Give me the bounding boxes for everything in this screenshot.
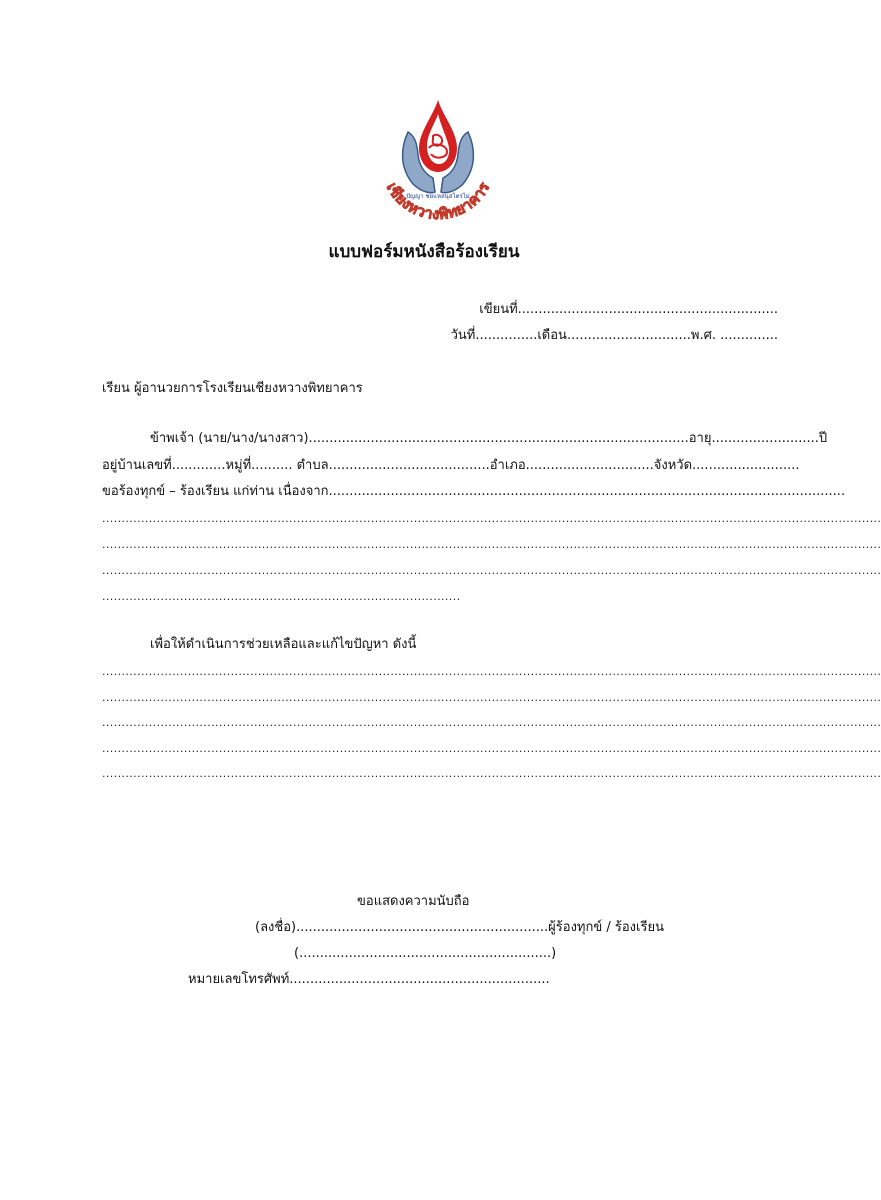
page-title: แบบฟอร์มหนังสือร้องเรียน (328, 242, 520, 262)
reason-blank-line[interactable]: ............................................................................................ (102, 590, 461, 603)
phone-field[interactable]: หมายเลขโทรศัพท์............................................................... (188, 972, 550, 987)
request-blank-line[interactable]: ........................................................................................................................................................................................................ (102, 716, 881, 729)
request-blank-line[interactable]: ........................................................................................................................................................................................................ (102, 691, 881, 704)
reason-blank-line[interactable]: ........................................................................................................................................................................................................ (102, 538, 881, 551)
school-emblem-icon (381, 100, 495, 223)
applicant-name-field[interactable]: ข้าพเจ้า (นาย/นาง/นางสาว)............................................................................................อายุ..........................ปี (150, 431, 828, 446)
logo-motto: ปัญญา ชยแหลนุสโตรไม่ (406, 193, 470, 200)
complaint-reason-field[interactable]: ขอร้องทุกข์ – ร้องเรียน แก่ท่าน เนื่องจาก............................................................................................................................. (102, 484, 846, 499)
reason-blank-line[interactable]: ........................................................................................................................................................................................................ (102, 512, 881, 525)
school-logo (363, 92, 513, 227)
reason-blank-line[interactable]: ........................................................................................................................................................................................................ (102, 564, 881, 577)
address-field[interactable]: อยู่บ้านเลขที่.............หมู่ที่.......... ตำบล.......................................อำเภอ...............................จังหวัด.......................... (102, 458, 800, 473)
printed-name-field[interactable]: (.............................................................) (294, 946, 557, 961)
signature-field[interactable]: (ลงชื่อ).............................................................ผู้ร้องทุกข์ / ร้องเรียน (255, 920, 664, 935)
request-heading: เพื่อให้ดำเนินการช่วยเหลือและแก้ไขปัญหา ดังนี้ (150, 637, 417, 652)
request-blank-line[interactable]: ........................................................................................................................................................................................................ (102, 767, 881, 780)
request-blank-line[interactable]: ........................................................................................................................................................................................................ (102, 665, 881, 678)
request-blank-line[interactable]: ........................................................................................................................................................................................................ (102, 742, 881, 755)
date-field[interactable]: วันที่...............เดือน..............................พ.ศ. .............. (450, 328, 778, 343)
recipient-line: เรียน ผู้อานวยการโรงเรียนเชียงหวางพิทยาคาร (102, 381, 363, 396)
svg-text:เชียงหวางพิทยาคาร (383, 179, 494, 224)
closing-text: ขอแสดงความนับถือ (357, 894, 470, 909)
logo-arc-text: เชียงหวางพิทยาคาร (382, 179, 494, 224)
written-at-field[interactable]: เขียนที่............................................................... (479, 302, 778, 317)
